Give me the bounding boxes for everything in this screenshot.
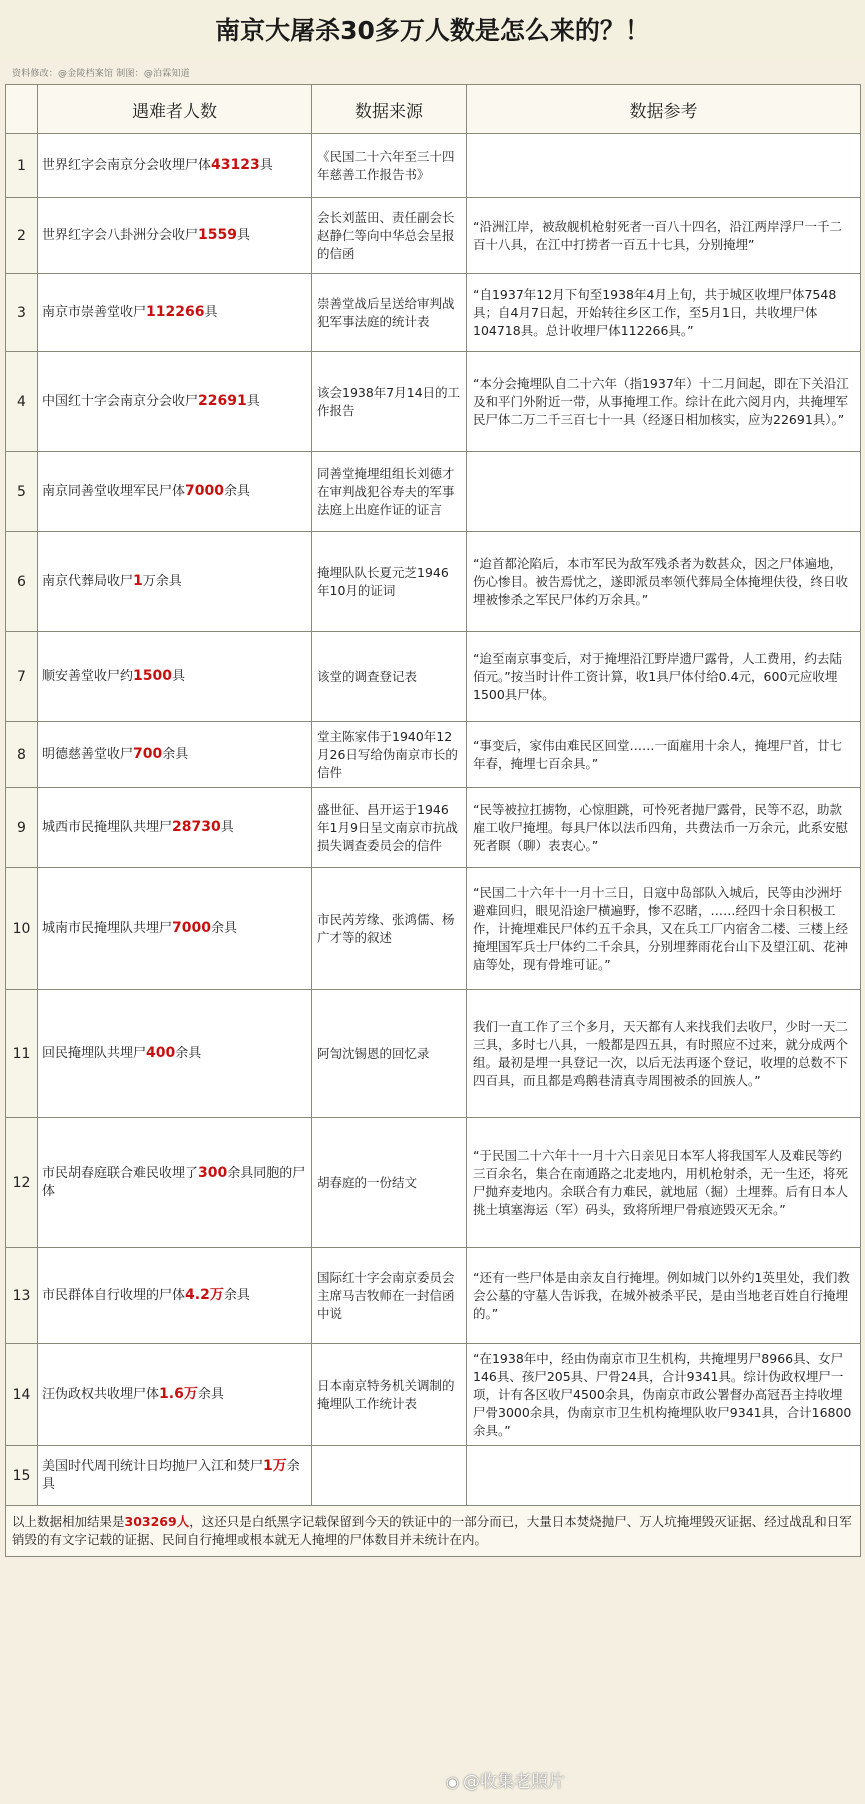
victim-count [38,990,312,1118]
data-reference-ref: “迨首都沦陷后，本市军民为敌军残杀者为数甚众，因之尸体遍地，伤心惨目。被告焉忧之，遂即派员率领代葬局全体掩埋伕役，终日收埋被惨杀之军民尸体约万余具。” [473,555,849,607]
table-row [6,1248,861,1344]
victim-count-victim-num: 28730 [172,819,221,835]
victim-count [38,788,312,868]
data-source [312,722,467,788]
victim-count-victim-post: 具 [171,669,185,684]
data-reference [467,134,861,198]
victim-count-victim-post: 具 [220,820,234,835]
data-reference [467,1248,861,1344]
data-reference-ref: “本分会掩埋队自二十六年（指1937年）十二月间起，即在下关沿江及和平门外附近一带，从事掩埋工作。综计在此六阅月内，共掩埋军民尸体二万二千三百七十一具（经逐日相加核实，应为22691具）。” [473,375,849,427]
row-index [6,1344,38,1446]
data-reference-ref: “自1937年12月下旬至1938年4月上旬，共于城区收埋尸体7548具；自4月7日起，开始转往乡区工作，至5月1日，共收埋尸体104718具。总计收埋尸体112266具。” [473,286,837,338]
row-index-no: 2 [17,227,26,244]
data-reference [467,1344,861,1446]
victim-count-victim-pre: 市民群体自行收埋的尸体 [42,1288,186,1303]
victim-count [38,452,312,532]
row-index-no: 15 [12,1467,31,1484]
table-row [6,1446,861,1506]
data-reference [467,868,861,990]
data-reference-ref: “于民国二十六年十一月十六日亲见日本军人将我国军人及难民等约三百余名，集合在南通路之北麦地内，用机枪射杀，无一生还，将死尸抛弃麦地内。余联合有力难民，就地屈（掘）土埋葬。后有日本人挑土填塞海运（军）码头，致将所埋尸骨痕迹毁灭无余。” [473,1147,849,1217]
header-reference: 数据参考 [467,85,861,134]
victim-count-victim-num: 7000 [185,483,224,499]
row-index-no: 10 [12,920,31,937]
victim-count-victim-num: 1500 [133,668,172,684]
data-source-source: 崇善堂战后呈送给审判战犯军事法庭的统计表 [317,295,455,329]
table-row [6,352,861,452]
victim-count-victim-num: 7000 [172,920,211,936]
victim-count [38,1118,312,1248]
row-index [6,274,38,352]
data-reference [467,274,861,352]
victim-count-victim-post: 余具 [197,1387,224,1402]
row-index-no: 12 [12,1174,31,1191]
data-reference [467,352,861,452]
data-source-source: 国际红十字会南京委员会主席马吉牧师在一封信函中说 [317,1269,455,1321]
row-index-no: 8 [17,746,26,763]
header-victims: 遇难者人数 [38,85,312,134]
victim-count-victim-num: 1.6万 [159,1386,198,1402]
table-row [6,1344,861,1446]
data-source [312,1446,467,1506]
data-source-source: 阿訇沈锡恩的回忆录 [317,1045,430,1061]
victim-count [38,352,312,452]
data-source [312,1248,467,1344]
table-row [6,722,861,788]
data-source-source: 盛世征、昌开运于1946年1月9日呈文南京市抗战损失调查委员会的信件 [317,801,458,853]
victim-count-victim-post: 万余具 [142,574,182,589]
table-row [6,632,861,722]
victim-count-victim-post: 余具 [210,921,237,936]
data-source [312,788,467,868]
data-reference [467,532,861,632]
data-reference-ref: “沿洲江岸，被敌舰机枪射死者一百八十四名，沿江两岸浮尸一千二百十八具，在江中打捞者一百五十七具，分别掩埋” [473,218,842,252]
data-source [312,452,467,532]
row-index-no: 5 [17,483,26,500]
row-index [6,990,38,1118]
table-row [6,532,861,632]
header-row [6,85,861,134]
victim-count [38,722,312,788]
data-source-source: 该堂的调查登记表 [317,668,418,684]
data-reference-ref: “迨至南京事变后，对于掩埋沿江野岸遗尸露骨，人工费用，约去陆佰元。”按当时计件工资计算，收1具尸体付给0.4元，600元应收埋1500具尸体。 [473,650,842,702]
victim-count-victim-pre: 美国时代周刊统计日均抛尸入江和焚尸 [42,1459,264,1474]
data-reference [467,452,861,532]
data-source-source: 会长刘蓝田、责任副会长赵静仁等向中华总会呈报的信函 [317,209,455,261]
row-index-no: 7 [17,668,26,685]
header-index [6,85,38,134]
data-source [312,352,467,452]
victim-count [38,868,312,990]
row-index-no: 6 [17,573,26,590]
watermark [446,1767,565,1792]
row-index-no: 13 [12,1287,31,1304]
data-reference-ref: “民国二十六年十一月十三日，日寇中岛部队入城后，民等由沙洲圩避难回归，眼见沿途尸横遍野，惨不忍睹，……经四十余日积极工作，计掩埋难民尸体约五千余具，又在兵工厂内宿舍二楼、三楼上经掩埋国军兵士尸体约二千余具，分别埋葬雨花台山下及望江矶、花神庙等处，现有骨堆可证。” [473,884,849,972]
data-reference-ref: “民等被拉扛掳物，心惊胆跳，可怜死者抛尸露骨，民等不忍，助款雇工收尸掩埋。每具尸体以法币四角，共费法币一万余元，此系安慰死者瞑（聊）表衷心。” [473,801,849,853]
victim-count [38,532,312,632]
victim-count-victim-post: 余具 [175,1046,202,1061]
data-source [312,274,467,352]
page-title: 南京大屠杀30多万人数是怎么来的？！ [0,0,865,62]
data-reference [467,632,861,722]
victim-count-victim-num: 4.2万 [185,1287,224,1303]
row-index-no: 3 [17,304,26,321]
row-index [6,788,38,868]
data-reference-ref: “还有一些尸体是由亲友自行掩埋。例如城门以外约1英里处，我们教会公墓的守墓人告诉我，在城外被杀平民，是由当地老百姓自行掩埋的。” [473,1269,850,1321]
row-index-no: 14 [12,1386,31,1403]
data-source [312,198,467,274]
row-index [6,352,38,452]
data-reference [467,990,861,1118]
summary-pre: 以上数据相加结果是 [12,1514,125,1529]
victim-count-victim-pre: 中国红十字会南京分会收尸 [42,394,199,409]
row-index [6,722,38,788]
table-row [6,788,861,868]
data-source [312,1344,467,1446]
victim-count [38,1248,312,1344]
row-index [6,532,38,632]
data-reference-ref: “事变后，家伟由难民区回堂……一面雇用十余人，掩埋尸首，廿七年春，掩埋七百余具。” [473,737,842,771]
data-source [312,990,467,1118]
row-index-no: 11 [12,1045,31,1062]
data-source [312,532,467,632]
victim-count-victim-post: 具 [236,228,250,243]
victim-count-victim-post: 具 [259,158,273,173]
row-index-no: 1 [17,157,26,174]
victim-count [38,274,312,352]
credits: 资料修改：@金陵档案馆 制图：@泊霖知道 [12,69,190,79]
data-reference-ref: “在1938年中，经由伪南京市卫生机构，共掩埋男尸8966具、女尸146具、孩尸205具、尸骨24具，合计9341具。综计伪政权埋尸一项，计有各区收尸4500余具，伪南京市政公署督办高冠吾主持收埋尸骨3000余具，伪南京市卫生机构掩埋队收尸9341具，合计16800余具。” [473,1350,852,1438]
victim-count-victim-post: 余具 [223,1288,250,1303]
victim-count-victim-pre: 南京同善堂收埋军民尸体 [42,484,186,499]
row-index [6,452,38,532]
victim-count [38,198,312,274]
victim-count-victim-post: 余具 [42,1459,300,1492]
watermark-text: @收集老照片 [463,1772,565,1792]
row-index [6,1446,38,1506]
summary [6,1506,861,1557]
victim-count-victim-num: 22691 [198,393,247,409]
row-index [6,1248,38,1344]
data-source-source: 堂主陈家伟于1940年12月26日写给伪南京市长的信件 [317,728,458,780]
table-row [6,868,861,990]
victim-count-victim-pre: 城南市民掩埋队共埋尸 [42,921,173,936]
data-source-source: 市民芮芳缘、张鸿儒、杨广才等的叙述 [317,911,455,945]
data-source [312,632,467,722]
victim-count-victim-pre: 世界红字会南京分会收埋尸体 [42,158,212,173]
victim-count-victim-num: 1559 [198,227,237,243]
summary-total: 303269人 [124,1514,190,1529]
victim-count-victim-post: 具 [204,305,218,320]
table-row [6,990,861,1118]
victim-count-victim-post: 余具 [162,747,189,762]
data-source-source: 《民国二十六年至三十四年慈善工作报告书》 [317,148,455,182]
victim-count-victim-pre: 城西市民掩埋队共埋尸 [42,820,173,835]
row-index-no: 4 [17,393,26,410]
victim-count-victim-num: 43123 [211,157,260,173]
victim-count [38,134,312,198]
data-reference [467,722,861,788]
data-source-source: 该会1938年7月14日的工作报告 [317,384,461,418]
victim-count-victim-post: 余具 [223,484,250,499]
row-index [6,198,38,274]
victim-count-victim-num: 112266 [146,304,205,320]
victim-count-victim-pre: 南京代葬局收尸 [42,574,134,589]
header-source: 数据来源 [312,85,467,134]
summary-post: ，这还只是白纸黑字记载保留到今天的铁证中的一部分而已，大量日本焚烧抛尸、万人坑掩埋毁灭证据、经过战乱和日军销毁的有文字记载的证据、民间自行掩埋或根本就无人掩埋的尸体数目并未统计在内。 [12,1514,852,1547]
data-source-source: 同善堂掩埋组组长刘德才在审判战犯谷寿夫的军事法庭上出庭作证的证言 [317,465,455,517]
data-reference [467,198,861,274]
victim-count-victim-num: 300 [198,1165,228,1181]
victim-count [38,632,312,722]
data-source [312,868,467,990]
data-reference [467,1446,861,1506]
victim-count-victim-num: 700 [133,746,163,762]
table-row [6,274,861,352]
victim-count [38,1344,312,1446]
data-reference [467,1118,861,1248]
victim-count-victim-pre: 南京市崇善堂收尸 [42,305,147,320]
table-row [6,134,861,198]
data-table [5,84,861,1557]
victim-count-victim-pre: 明德慈善堂收尸 [42,747,134,762]
victim-count-victim-num: 1 [133,573,143,589]
victim-count-victim-num: 400 [146,1045,176,1061]
victim-count-victim-post: 余具同胞的尸体 [42,1166,306,1199]
data-reference [467,788,861,868]
row-index-no: 9 [17,819,26,836]
victim-count [38,1446,312,1506]
data-source [312,134,467,198]
data-source-source: 掩埋队队长夏元芝1946年10月的证词 [317,564,449,598]
victim-count-victim-pre: 回民掩埋队共埋尸 [42,1046,147,1061]
weibo-icon: ◉ [445,1773,459,1791]
row-index [6,632,38,722]
victim-count-victim-pre: 世界红字会八卦洲分会收尸 [42,228,199,243]
data-source-source: 胡春庭的一份结文 [317,1174,418,1190]
victim-count-victim-pre: 汪伪政权共收埋尸体 [42,1387,160,1402]
table-row [6,198,861,274]
row-index [6,868,38,990]
row-index [6,1118,38,1248]
victim-count-victim-num: 1万 [263,1458,287,1474]
row-index [6,134,38,198]
table-row [6,452,861,532]
data-source [312,1118,467,1248]
data-source-source: 日本南京特务机关调制的掩埋队工作统计表 [317,1377,455,1411]
data-reference-ref: 我们一直工作了三个多月，天天都有人来找我们去收尸，少时一天二三具，多时七八具，一般都是四五具，有时照应不过来，就分成两个组。最初是埋一具登记一次，以后无法再逐个登记，收埋的总数不下四百具，而且都是鸡鹅巷清真寺周围被杀的回族人。” [473,1018,849,1088]
table-row [6,1118,861,1248]
victim-count-victim-post: 具 [246,394,260,409]
victim-count-victim-pre: 市民胡春庭联合难民收埋了 [42,1166,199,1181]
victim-count-victim-pre: 顺安善堂收尸约 [42,669,134,684]
